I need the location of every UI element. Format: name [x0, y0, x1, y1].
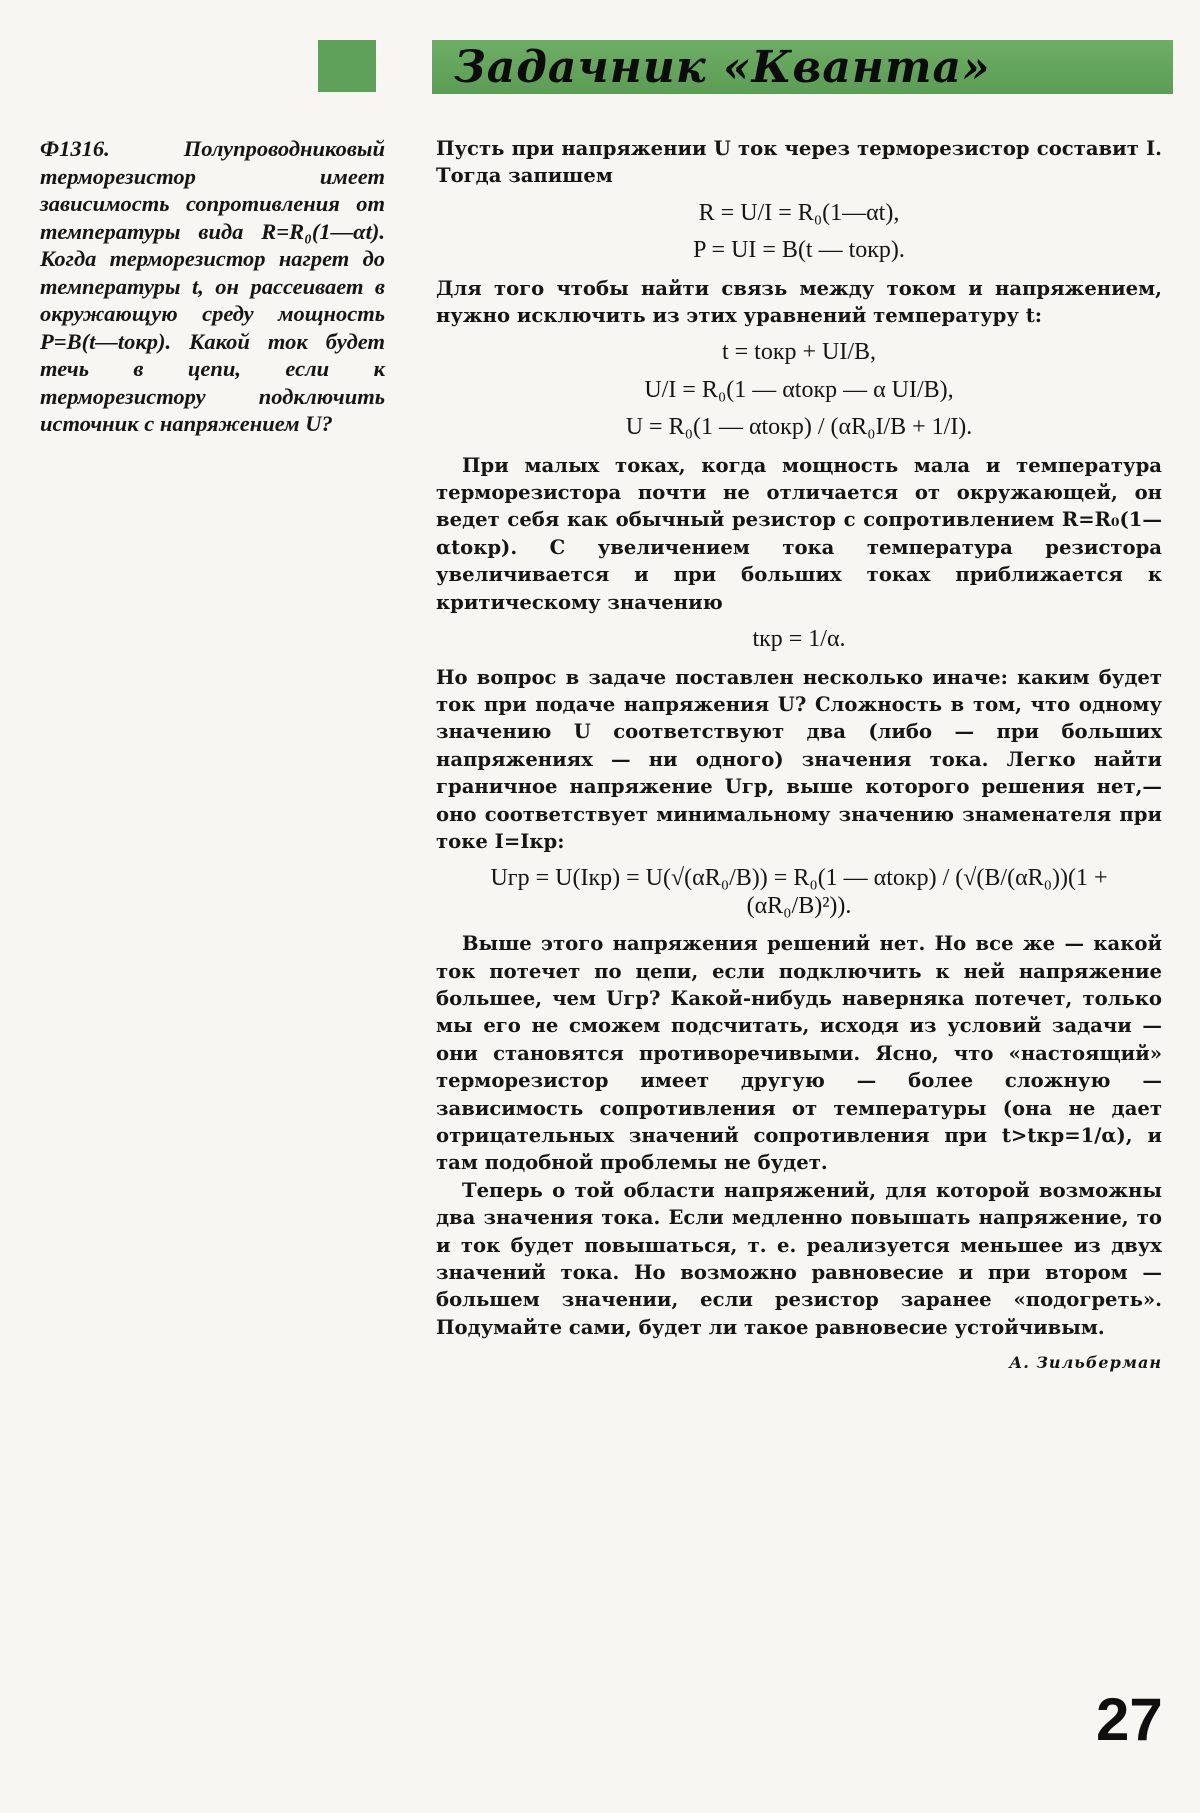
header-banner	[432, 40, 1173, 94]
solution-paragraph-4: Но вопрос в задаче поставлен несколько иначе: каким будет ток при подаче напряжения U? Сложность в том, что одному значению U соответствуют два (либо — при больших напряжениях — ни одного) значения тока. Легко найти граничное напряжение Uгр, выше которого решения нет,— оно соответствует минимальному значению знаменателя при токе I=Iкр:	[436, 665, 1162, 853]
equation-3: t = tокр + UI/B,	[721, 339, 877, 366]
solution-paragraph-2: Для того чтобы найти связь между током и напряжением, нужно исключить из этих уравнений температуру t:	[436, 276, 1162, 328]
problem-number: Ф1316.	[40, 136, 110, 161]
problem-text: Полупроводниковый терморезистор имеет зависимость сопротивления от температуры вида R=R₀(1—αt). Когда терморезистор нагрет до температуры t, он рассеивает в окружающую среду мощность P=B(t—tокр). Какой ток будет течь в цепи, если к терморезистору подключить источник с напряжением U?	[40, 136, 385, 436]
equation-7: Uгр = U(Iкр) = U(√(αR₀/B)) = R₀(1 — αtокр) / (√(B/(αR₀))(1 + (αR₀/B)²)).	[490, 865, 1108, 919]
equation-6: tкр = 1/α.	[752, 626, 846, 653]
solution-paragraph-6: Теперь о той области напряжений, для которой возможны два значения тока. Если медленно повышать напряжение, то и ток будет повышаться, т. е. реализуется меньшее из двух значений тока. Но возможно равновесие и при втором — большем значении, если резистор заранее «подогреть». Подумайте сами, будет ли такое равновесие устойчивым.	[436, 1178, 1162, 1339]
equation-4: U/I = R₀(1 — αtокр — α UI/B),	[644, 376, 954, 403]
section-title: Задачник «Кванта»	[454, 41, 991, 93]
problem-statement	[40, 135, 385, 438]
equation-2: P = UI = B(t — tокр).	[693, 237, 905, 264]
solution-text	[436, 135, 1162, 1377]
solution-paragraph-5: Выше этого напряжения решений нет. Но все же — какой ток потечет по цепи, если подключить к ней напряжение большее, чем Uгр? Какой-нибудь наверняка потечет, только мы его не сможем подсчитать, исходя из условий задачи — они становятся противоречивыми. Ясно, что «настоящий» терморезистор имеет другую — более сложную — зависимость сопротивления от температуры (она не дает отрицательных значений сопротивления при t>tкр=1/α), и там подобной проблемы не будет.	[436, 932, 1162, 1175]
equation-1: R = U/I = R₀(1—αt),	[698, 199, 900, 226]
author-signature: А. Зильберман	[1009, 1353, 1162, 1373]
page-number: 27	[1096, 1686, 1163, 1753]
solution-paragraph-3: При малых токах, когда мощность мала и температура терморезистора почти не отличается от окружающей, он ведет себя как обычный резистор с сопротивлением R=R₀(1—αtокр). С увеличением тока температура резистора увеличивается и при больших токах приближается к критическому значению	[436, 453, 1162, 614]
solution-paragraph-1: Пусть при напряжении U ток через терморезистор составит I. Тогда запишем	[436, 137, 1162, 188]
equation-5: U = R₀(1 — αtокр) / (αR₀I/B + 1/I).	[625, 414, 973, 441]
banner-square	[318, 40, 376, 92]
